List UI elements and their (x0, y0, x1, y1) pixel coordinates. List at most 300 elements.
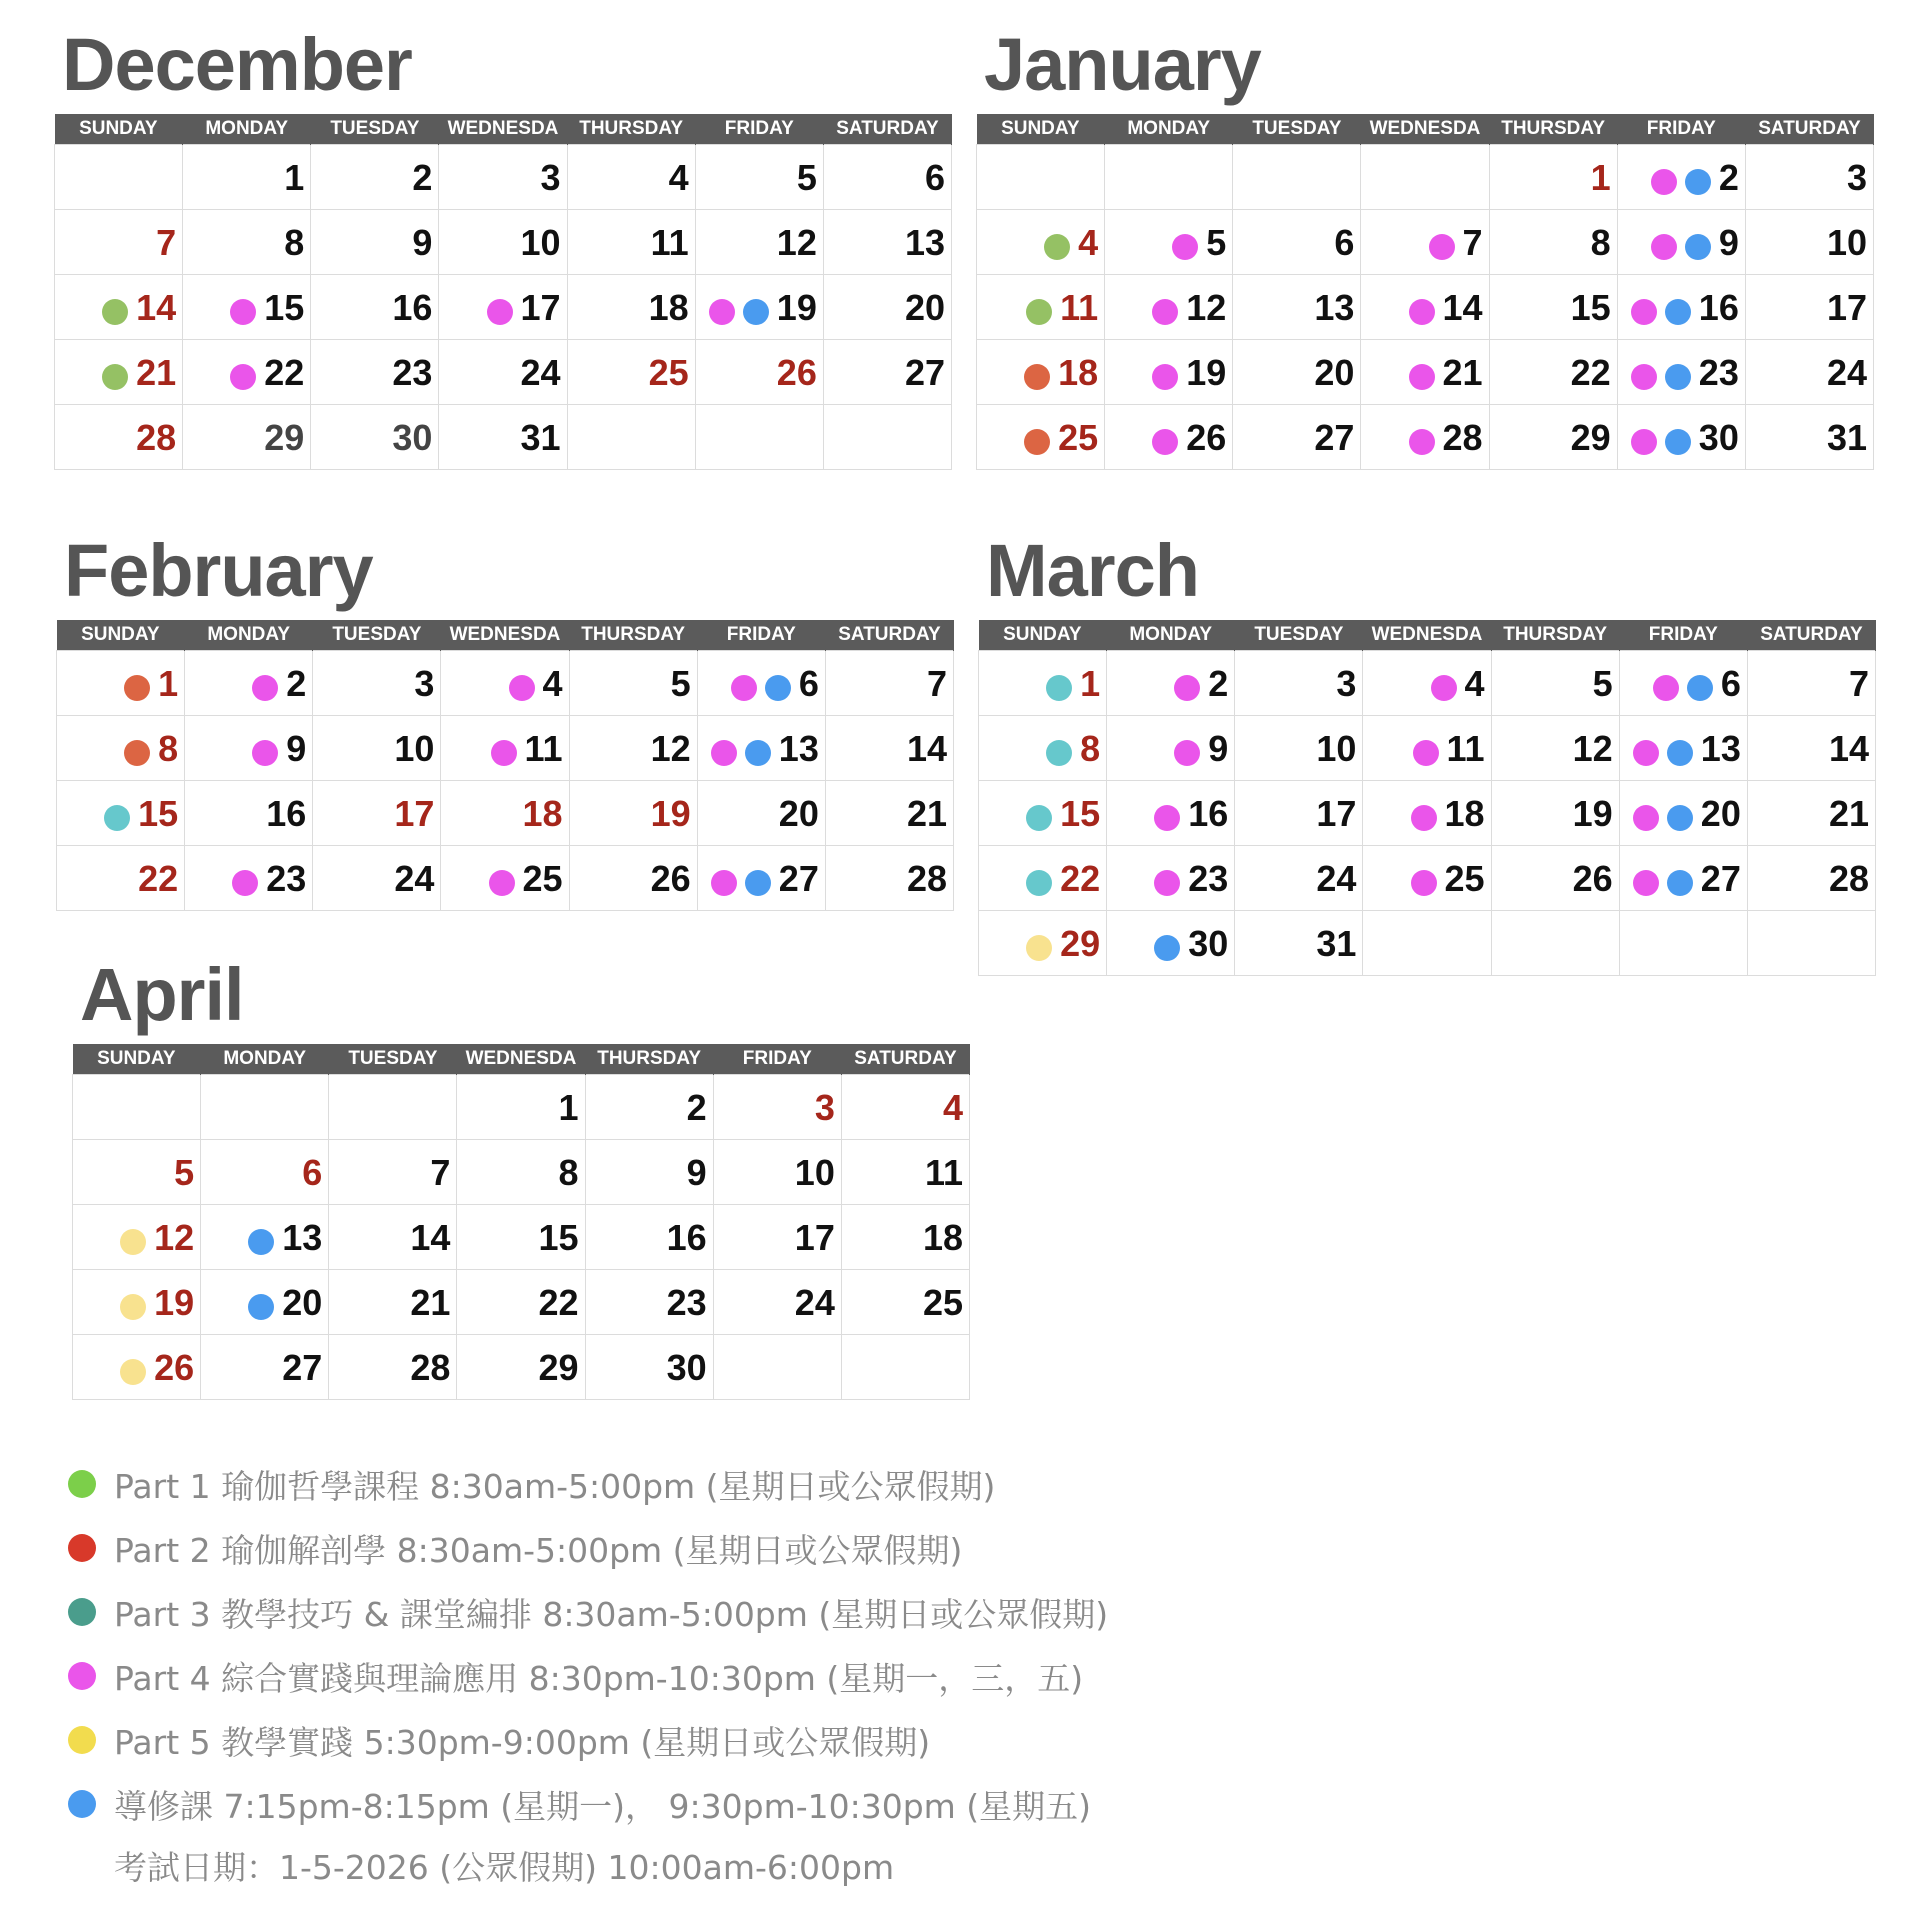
magenta-dot-icon (1633, 740, 1659, 766)
day-cell (73, 1270, 201, 1335)
weekday-header: TUESDAY (313, 620, 441, 651)
month-grid (54, 114, 952, 470)
day-number: 24 (394, 858, 435, 900)
day-number: 19 (1572, 793, 1613, 835)
day-cell (185, 651, 313, 716)
magenta-dot-icon (491, 740, 517, 766)
empty-day-cell (73, 1075, 201, 1140)
magenta-dot-icon (489, 870, 515, 896)
week-row (977, 210, 1874, 275)
day-number: 16 (666, 1217, 707, 1259)
day-cell (1617, 275, 1745, 340)
month-title: February (64, 529, 373, 612)
day-cell (977, 405, 1105, 470)
day-number: 19 (650, 793, 691, 835)
weekday-header: SATURDAY (1747, 620, 1875, 651)
day-number: 11 (1446, 728, 1485, 770)
blue-dot-icon (248, 1294, 274, 1320)
weekday-header: TUESDAY (311, 114, 439, 145)
day-number: 23 (1698, 352, 1739, 394)
day-cell (567, 145, 695, 210)
day-number: 22 (1570, 352, 1611, 394)
day-cell (1361, 405, 1489, 470)
day-number: 7 (156, 222, 177, 264)
day-number: 10 (1826, 222, 1867, 264)
blue-dot-icon (1687, 675, 1713, 701)
magenta-dot-icon (1651, 234, 1677, 260)
day-number: 3 (1336, 663, 1357, 705)
month-grid (978, 620, 1876, 976)
day-cell (979, 651, 1107, 716)
day-cell (311, 340, 439, 405)
legend-item-part4 (68, 1644, 1108, 1708)
day-cell (585, 1270, 713, 1335)
blue-dot-icon (1154, 935, 1180, 961)
day-number: 30 (1188, 923, 1229, 965)
day-number: 12 (1186, 287, 1227, 329)
day-number: 28 (906, 858, 947, 900)
day-number: 4 (542, 663, 563, 705)
day-cell (1489, 340, 1617, 405)
day-cell (1491, 781, 1619, 846)
day-cell (1489, 145, 1617, 210)
day-number: 15 (1060, 793, 1101, 835)
day-number: 3 (814, 1087, 835, 1129)
day-number: 20 (778, 793, 819, 835)
blue-dot-icon (745, 740, 771, 766)
day-number: 2 (412, 157, 433, 199)
empty-day-cell (1491, 911, 1619, 976)
magenta-dot-icon (1152, 299, 1178, 325)
magenta-dot-icon (1633, 870, 1659, 896)
weekday-header: FRIDAY (1617, 114, 1745, 145)
empty-day-cell (1105, 145, 1233, 210)
week-row (979, 716, 1876, 781)
blue-dot-icon (1665, 364, 1691, 390)
day-cell (1363, 716, 1491, 781)
weekday-header: SUNDAY (57, 620, 185, 651)
day-number: 19 (776, 287, 817, 329)
month-title: December (62, 23, 412, 106)
day-number: 5 (1206, 222, 1227, 264)
empty-day-cell (201, 1075, 329, 1140)
day-cell (313, 716, 441, 781)
day-number: 9 (286, 728, 307, 770)
day-number: 27 (1700, 858, 1741, 900)
day-cell (979, 911, 1107, 976)
day-number: 24 (794, 1282, 835, 1324)
day-cell (441, 716, 569, 781)
magenta-dot-icon (1631, 299, 1657, 325)
day-number: 12 (154, 1217, 195, 1259)
day-number: 21 (1442, 352, 1483, 394)
weekday-header: FRIDAY (713, 1044, 841, 1075)
weekday-header: MONDAY (201, 1044, 329, 1075)
day-cell (841, 1205, 969, 1270)
day-cell (1105, 210, 1233, 275)
day-cell (1105, 405, 1233, 470)
day-number: 11 (924, 1152, 963, 1194)
day-number: 29 (1570, 417, 1611, 459)
magenta-dot-icon (1174, 675, 1200, 701)
day-number: 13 (282, 1217, 323, 1259)
weekday-header: SUNDAY (979, 620, 1107, 651)
magenta-dot-icon (252, 740, 278, 766)
empty-day-cell (823, 405, 951, 470)
weekday-header: SATURDAY (841, 1044, 969, 1075)
day-cell (183, 145, 311, 210)
day-number: 19 (154, 1282, 195, 1324)
blue-dot-icon (745, 870, 771, 896)
day-cell (1619, 651, 1747, 716)
day-number: 17 (520, 287, 561, 329)
day-cell (1363, 846, 1491, 911)
day-cell (201, 1140, 329, 1205)
day-cell (1489, 275, 1617, 340)
day-cell (825, 716, 953, 781)
month-title: April (80, 953, 244, 1036)
day-number: 31 (1316, 923, 1357, 965)
day-number: 31 (520, 417, 561, 459)
empty-day-cell (695, 405, 823, 470)
teal-dot-icon (104, 805, 130, 831)
day-number: 9 (412, 222, 433, 264)
weekday-header: TUESDAY (329, 1044, 457, 1075)
day-cell (439, 340, 567, 405)
day-cell (695, 210, 823, 275)
day-cell (457, 1205, 585, 1270)
day-cell (585, 1205, 713, 1270)
yellow-dot-icon (120, 1359, 146, 1385)
magenta-dot-icon (1429, 234, 1455, 260)
day-number: 24 (1826, 352, 1867, 394)
magenta-dot-icon (1409, 299, 1435, 325)
week-row (73, 1205, 970, 1270)
blue-dot-icon (68, 1790, 96, 1818)
day-cell (567, 210, 695, 275)
magenta-dot-icon (1411, 805, 1437, 831)
legend-text: Part 4 綜合實踐與理論應用 8:30pm-10:30pm (星期一，三，五) (114, 1658, 1084, 1698)
green-dot-icon (102, 364, 128, 390)
calendar-april (72, 953, 970, 1400)
day-number: 6 (302, 1152, 323, 1194)
day-cell (825, 781, 953, 846)
day-cell (55, 275, 183, 340)
day-cell (1619, 781, 1747, 846)
green-dot-icon (1044, 234, 1070, 260)
day-number: 14 (1828, 728, 1869, 770)
day-cell (1617, 340, 1745, 405)
day-number: 29 (264, 417, 305, 459)
day-number: 25 (1444, 858, 1485, 900)
yellow-dot-icon (120, 1294, 146, 1320)
day-number: 2 (1718, 157, 1739, 199)
day-cell (1619, 716, 1747, 781)
day-cell (55, 405, 183, 470)
day-cell (841, 1075, 969, 1140)
day-number: 9 (686, 1152, 707, 1194)
day-number: 12 (650, 728, 691, 770)
legend-text: Part 2 瑜伽解剖學 8:30am-5:00pm (星期日或公眾假期) (114, 1530, 963, 1570)
day-number: 24 (1316, 858, 1357, 900)
teal-dot-icon (1026, 805, 1052, 831)
blue-dot-icon (765, 675, 791, 701)
day-cell (1747, 781, 1875, 846)
day-cell (1235, 651, 1363, 716)
day-number: 3 (414, 663, 435, 705)
day-number: 8 (558, 1152, 579, 1194)
day-number: 1 (1590, 157, 1611, 199)
day-number: 26 (650, 858, 691, 900)
weekday-header: THURSDAY (585, 1044, 713, 1075)
teal-dot-icon (1026, 870, 1052, 896)
day-cell (201, 1335, 329, 1400)
day-cell (697, 716, 825, 781)
week-row (73, 1270, 970, 1335)
magenta-dot-icon (1631, 364, 1657, 390)
day-number: 30 (392, 417, 433, 459)
weekday-header: SATURDAY (1745, 114, 1873, 145)
day-number: 26 (154, 1347, 195, 1389)
day-number: 7 (1848, 663, 1869, 705)
magenta-dot-icon (1174, 740, 1200, 766)
day-cell (825, 846, 953, 911)
month-grid (72, 1044, 970, 1400)
day-number: 7 (926, 663, 947, 705)
day-cell (183, 275, 311, 340)
legend-item-part5 (68, 1708, 1108, 1772)
month-grid (976, 114, 1874, 470)
day-cell (823, 145, 951, 210)
day-number: 25 (648, 352, 689, 394)
day-cell (1233, 405, 1361, 470)
day-cell (1617, 210, 1745, 275)
day-cell (1235, 716, 1363, 781)
empty-day-cell (567, 405, 695, 470)
day-number: 5 (796, 157, 817, 199)
magenta-dot-icon (1431, 675, 1457, 701)
day-cell (1361, 210, 1489, 275)
blue-dot-icon (1667, 870, 1693, 896)
day-cell (57, 781, 185, 846)
weekday-header: TUESDAY (1233, 114, 1361, 145)
empty-day-cell (55, 145, 183, 210)
day-number: 22 (1060, 858, 1101, 900)
empty-day-cell (841, 1335, 969, 1400)
green-dot-icon (102, 299, 128, 325)
calendar-march (978, 529, 1876, 976)
day-cell (1747, 651, 1875, 716)
magenta-dot-icon (731, 675, 757, 701)
blue-dot-icon (1685, 234, 1711, 260)
day-cell (1363, 781, 1491, 846)
day-number: 6 (1720, 663, 1741, 705)
day-cell (1107, 716, 1235, 781)
week-row (977, 405, 1874, 470)
empty-day-cell (1363, 911, 1491, 976)
day-cell (567, 340, 695, 405)
week-row (979, 651, 1876, 716)
day-number: 21 (906, 793, 947, 835)
day-number: 6 (798, 663, 819, 705)
day-cell (1491, 716, 1619, 781)
weekday-header: MONDAY (185, 620, 313, 651)
day-number: 23 (392, 352, 433, 394)
day-number: 19 (1186, 352, 1227, 394)
magenta-dot-icon (487, 299, 513, 325)
weekday-header: MONDAY (183, 114, 311, 145)
weekday-header: WEDNESDA (441, 620, 569, 651)
orange-dot-icon (124, 740, 150, 766)
day-cell (697, 781, 825, 846)
day-cell (567, 275, 695, 340)
day-cell (1233, 210, 1361, 275)
day-number: 6 (924, 157, 945, 199)
day-number: 4 (668, 157, 689, 199)
day-cell (73, 1140, 201, 1205)
day-cell (329, 1140, 457, 1205)
day-cell (1489, 210, 1617, 275)
day-number: 20 (1314, 352, 1355, 394)
day-number: 4 (942, 1087, 963, 1129)
day-number: 11 (524, 728, 563, 770)
week-row (57, 651, 954, 716)
day-cell (825, 651, 953, 716)
weekday-header: SATURDAY (825, 620, 953, 651)
day-number: 26 (776, 352, 817, 394)
day-number: 18 (922, 1217, 963, 1259)
exam-date-note: 考試日期：1-5-2026 (公眾假期) 10:00am-6:00pm (114, 1848, 895, 1887)
day-cell (1107, 651, 1235, 716)
day-number: 23 (1188, 858, 1229, 900)
day-cell (439, 405, 567, 470)
magenta-dot-icon (1152, 364, 1178, 390)
blue-dot-icon (248, 1229, 274, 1255)
day-number: 26 (1572, 858, 1613, 900)
calendar-february (56, 529, 954, 911)
magenta-dot-icon (1653, 675, 1679, 701)
day-cell (1361, 340, 1489, 405)
day-cell (979, 716, 1107, 781)
day-cell (185, 781, 313, 846)
orange-dot-icon (1024, 364, 1050, 390)
week-row (57, 716, 954, 781)
day-number: 5 (1592, 663, 1613, 705)
day-number: 29 (538, 1347, 579, 1389)
day-number: 25 (922, 1282, 963, 1324)
week-row (55, 145, 952, 210)
magenta-dot-icon (1409, 364, 1435, 390)
weekday-header: WEDNESDA (439, 114, 567, 145)
day-cell (457, 1140, 585, 1205)
day-cell (697, 651, 825, 716)
day-number: 13 (1700, 728, 1741, 770)
legend-item-part3 (68, 1580, 1108, 1644)
day-cell (185, 846, 313, 911)
day-cell (569, 846, 697, 911)
day-cell (57, 846, 185, 911)
day-number: 3 (1846, 157, 1867, 199)
day-number: 27 (904, 352, 945, 394)
day-number: 13 (778, 728, 819, 770)
magenta-dot-icon (1411, 870, 1437, 896)
day-number: 1 (558, 1087, 579, 1129)
empty-day-cell (329, 1075, 457, 1140)
magenta-dot-icon (1154, 805, 1180, 831)
weekday-header: THURSDAY (1489, 114, 1617, 145)
empty-day-cell (1361, 145, 1489, 210)
week-row (73, 1075, 970, 1140)
magenta-dot-icon (509, 675, 535, 701)
day-cell (1107, 911, 1235, 976)
day-cell (823, 275, 951, 340)
day-cell (183, 340, 311, 405)
weekday-header: SUNDAY (55, 114, 183, 145)
day-number: 15 (264, 287, 305, 329)
day-cell (73, 1205, 201, 1270)
magenta-dot-icon (1413, 740, 1439, 766)
day-cell (585, 1335, 713, 1400)
day-number: 5 (174, 1152, 195, 1194)
day-cell (329, 1205, 457, 1270)
day-cell (439, 275, 567, 340)
blue-dot-icon (1667, 805, 1693, 831)
day-cell (1105, 340, 1233, 405)
day-number: 4 (1464, 663, 1485, 705)
day-number: 22 (538, 1282, 579, 1324)
day-cell (569, 781, 697, 846)
magenta-dot-icon (711, 870, 737, 896)
weekday-header: MONDAY (1105, 114, 1233, 145)
day-number: 16 (392, 287, 433, 329)
day-number: 27 (282, 1347, 323, 1389)
magenta-dot-icon (1152, 429, 1178, 455)
day-number: 22 (138, 858, 179, 900)
day-cell (57, 651, 185, 716)
day-cell (1745, 275, 1873, 340)
day-number: 21 (410, 1282, 451, 1324)
day-number: 8 (1590, 222, 1611, 264)
day-number: 22 (264, 352, 305, 394)
day-number: 9 (1208, 728, 1229, 770)
day-cell (585, 1140, 713, 1205)
week-row (55, 275, 952, 340)
week-row (979, 781, 1876, 846)
weekday-header: THURSDAY (1491, 620, 1619, 651)
day-number: 12 (776, 222, 817, 264)
day-cell (441, 781, 569, 846)
day-number: 15 (538, 1217, 579, 1259)
day-cell (1107, 846, 1235, 911)
day-cell (1489, 405, 1617, 470)
day-number: 23 (666, 1282, 707, 1324)
day-cell (979, 846, 1107, 911)
day-cell (695, 145, 823, 210)
empty-day-cell (713, 1335, 841, 1400)
day-cell (329, 1270, 457, 1335)
day-number: 20 (904, 287, 945, 329)
day-cell (457, 1075, 585, 1140)
weekday-header: SATURDAY (823, 114, 951, 145)
blue-dot-icon (743, 299, 769, 325)
day-cell (441, 846, 569, 911)
weekday-header: WEDNESDA (1361, 114, 1489, 145)
day-number: 28 (1828, 858, 1869, 900)
day-number: 8 (1080, 728, 1101, 770)
day-cell (1235, 846, 1363, 911)
empty-day-cell (1233, 145, 1361, 210)
magenta-dot-icon (1633, 805, 1659, 831)
